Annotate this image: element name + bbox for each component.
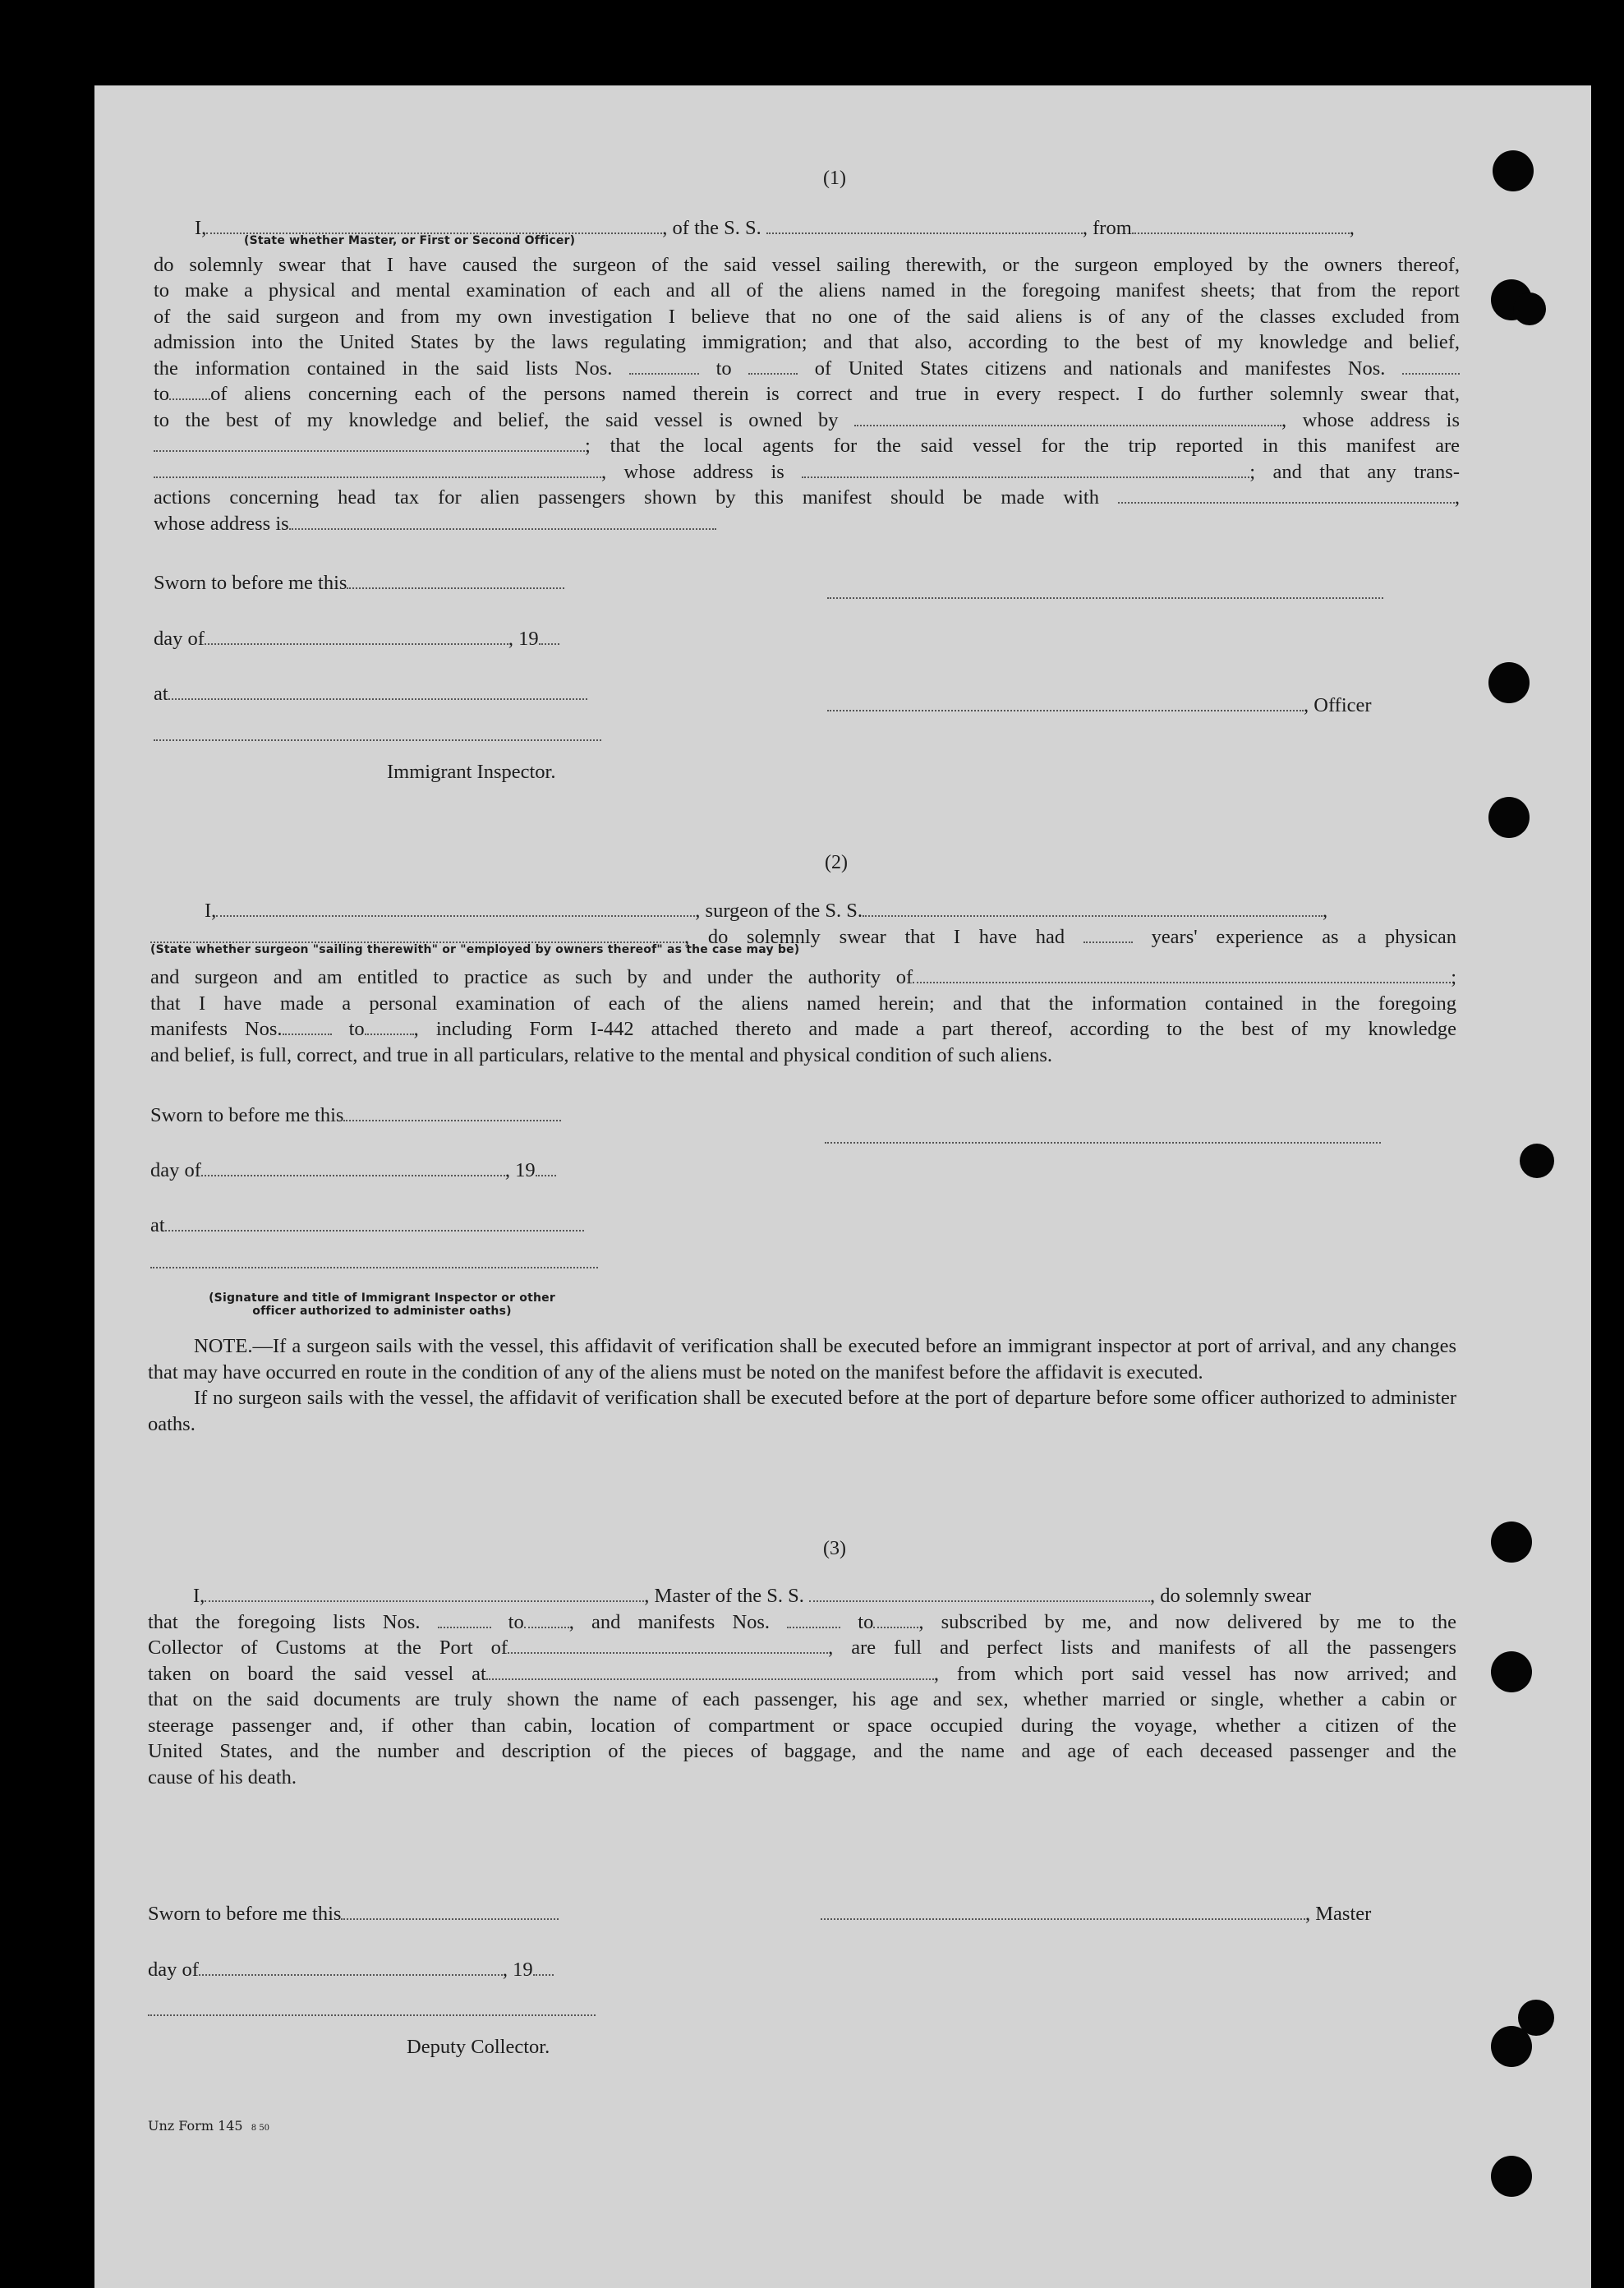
section-3-sworn: Sworn to before me this [148,1903,559,1926]
section-1-sworn: Sworn to before me this [154,572,564,595]
section-2-day-of: day of , 19 [150,1159,556,1182]
day-of-field[interactable] [205,628,508,645]
section-number-2: (2) [825,852,848,873]
agents-field[interactable] [154,462,601,478]
owner-field[interactable] [854,410,1281,426]
at-place-field[interactable] [168,684,587,700]
form-page [94,85,1591,2288]
agents-address-field[interactable] [802,462,1249,478]
vessel-name-field[interactable] [766,218,1083,234]
section-1-text: of the said surgeon and from my own investigation I believe that no one of the said aliens is of any of the classes excluded from [154,305,1460,328]
punch-hole [1488,662,1530,703]
section-3-line-1: I, , Master of the S. S. , do solemnly swear [193,1585,1312,1607]
section-1-agents-address-line: , whose address is ; and that any trans- [154,459,1460,486]
customs-port-field[interactable] [508,1637,828,1654]
sworn-day-field[interactable] [343,1105,561,1121]
punch-hole [1520,1144,1554,1178]
officer-signature-field[interactable] [827,695,1304,711]
form-footer [148,2118,269,2134]
section-1-agents-line: ; that the local agents for the said vessel for the trip reported in this manifest are [154,433,1460,459]
owner-address-field[interactable] [154,435,585,452]
punch-hole [1491,1651,1532,1692]
at-place-field[interactable] [165,1215,584,1231]
officer-title-field[interactable] [206,218,662,234]
inspector-caption [185,1291,579,1318]
sworn-day-field[interactable] [341,1904,559,1920]
lists-to-field[interactable] [524,1612,569,1628]
section-1-text: do solemnly swear that I have caused the surgeon of the said vessel sailing therewith, or the surgeon employed by the owners thereof, [154,253,1460,276]
immigrant-inspector-label: Immigrant Inspector. [387,761,556,783]
note-block [148,1333,1456,1437]
master-signature-field[interactable] [821,1904,1305,1920]
manifests-from-field[interactable] [283,1019,332,1035]
section-1-text: to make a physical and mental examination of each and all of the aliens named in the foregoing manifest sheets; that from the report [154,279,1460,302]
section-2-line-1: I, , surgeon of the S. S. , [205,900,1328,922]
section-2-line-2: , do solemnly swear that I have had years' experience as a physican [150,924,1456,951]
manifests-from-field[interactable] [1402,358,1460,375]
from-port-field[interactable] [1132,218,1350,234]
year-field[interactable] [536,1160,556,1176]
year-field[interactable] [539,628,559,645]
section-2-sworn: Sworn to before me this [150,1104,561,1127]
punch-hole [1488,797,1530,838]
master-vessel-field[interactable] [809,1586,1150,1602]
note-paragraph: If no surgeon sails with the vessel, the affidavit of verification shall be executed before at the port of departure before some officer authorized to administer oaths. [148,1387,1456,1435]
note-paragraph: NOTE.—If a surgeon sails with the vessel, this affidavit of verification shall be executed before an immigrant inspector at port of arrival, and any changes that may have occurred en route in the condition of any of the aliens must be noted on the manifest before the affidavit is executed. [148,1335,1456,1383]
authority-field[interactable] [913,967,1451,983]
section-1-text: admission into the United States by the laws regulating immigration; and that also, according to the best of my knowledge and belief, [154,331,1460,353]
years-experience-field[interactable] [1083,927,1133,943]
head-tax-address-field[interactable] [289,513,716,530]
section-1-officer: , Officer [827,694,1372,717]
section-1-day-of: day of , 19 [154,628,559,651]
officer-title-caption: (State whether Master, or First or Second Officer) [244,233,576,247]
manifests-from-field[interactable] [787,1612,840,1628]
lists-to-field[interactable] [748,358,798,375]
form-number: Unz Form 145 [148,2118,243,2134]
inspector-caption-line-1: (Signature and title of Immigrant Inspector or other [209,1291,555,1305]
lists-from-field[interactable] [438,1612,491,1628]
day-of-field[interactable] [199,1959,503,1976]
section-1-lists-line: the information contained in the said lists Nos. to of United States citizens and nationals and manifestes Nos. [154,356,1460,382]
section-3-text: cause of his death. [148,1765,297,1789]
section-3-line-2: that the foregoing lists Nos. to , and manifests Nos. to , subscribed by me, and now delivered by me to the [148,1610,1457,1633]
section-1-owner-line: to the best of my knowledge and belief, the said vessel is owned by , whose address is [154,408,1461,431]
section-1-at: at [154,683,587,706]
lists-from-field[interactable] [629,358,699,375]
section-2-line-3: and surgeon and am entitled to practice as such by and under the authority of ; [150,966,1456,988]
manifests-to-field[interactable] [169,384,210,400]
section-1-aliens-line: to of aliens concerning each of the persons named therein is correct and true in every respect. I do further solemnly swear that, [154,383,1460,405]
day-of-field[interactable] [201,1160,505,1176]
inspector-signature-line[interactable] [150,1267,598,1268]
punch-hole [1491,2026,1532,2067]
section-2-manifests-line: manifests Nos. to , including Form I-442 attached thereto and made a part thereof, according to the best of my knowledge [150,1018,1457,1040]
form-code: 8 50 [251,2124,270,2133]
deputy-collector-label: Deputy Collector. [407,2036,550,2058]
section-1-line-1: I, , of the S. S. , from , [195,217,1355,239]
manifests-to-field[interactable] [365,1019,414,1035]
sworn-day-field[interactable] [347,573,564,589]
section-1-head-tax-line: actions concerning head tax for alien passengers shown by this manifest should be made with , [154,486,1460,509]
punch-hole [1491,2156,1532,2197]
section-1-body [154,215,1460,536]
section-3-line-3: Collector of Customs at the Port of , are full and perfect lists and manifests of all the passengers [148,1637,1457,1659]
section-3-text: United States, and the number and description of the pieces of baggage, and the name and age of each deceased passenger and the [148,1740,1456,1762]
officer-signature-line[interactable] [827,597,1383,599]
punch-hole [1513,292,1546,325]
section-3-body [148,1583,1456,1790]
section-number-3: (3) [823,1538,846,1559]
head-tax-party-field[interactable] [1118,487,1455,504]
section-number-1: (1) [823,168,846,189]
section-3-line-4: taken on board the said vessel at , from which port said vessel has now arrived; and [148,1662,1456,1685]
year-field[interactable] [533,1959,554,1976]
surgeon-status-field[interactable] [150,927,684,943]
inspector-signature-line[interactable] [154,739,601,741]
inspector-caption-line-2: officer authorized to administer oaths) [252,1305,512,1318]
section-3-text: that on the said documents are truly shown the name of each passenger, his age and sex, whether married or single, whether a cabin or [148,1688,1456,1710]
boarding-port-field[interactable] [486,1664,934,1680]
section-3-text: steerage passenger and, if other than cabin, location of compartment or space occupied during the voyage, whether a citizen of the [148,1714,1456,1737]
section-2-text: and belief, is full, correct, and true in all particulars, relative to the mental and physical condition of such aliens. [150,1043,1053,1066]
surgeon-vessel-field[interactable] [863,900,1323,917]
manifests-to-field[interactable] [873,1612,918,1628]
section-3-master: , Master [821,1903,1371,1926]
collector-signature-line[interactable] [148,2014,596,2016]
surgeon-status-caption: (State whether surgeon "sailing therewith" or "employed by owners thereof" as the case may be) [150,943,800,956]
section-2-body [150,898,1456,1068]
surgeon-signature-line[interactable] [825,1142,1381,1144]
surgeon-name-field[interactable] [216,900,695,917]
section-2-at: at [150,1214,584,1237]
master-name-field[interactable] [205,1586,644,1602]
section-1-whose-address-line: whose address is [154,511,1460,537]
section-3-day-of: day of , 19 [148,1959,554,1982]
section-2-text: that I have made a personal examination of each of the aliens named herein; and that the information contained in the foregoing [150,992,1456,1015]
